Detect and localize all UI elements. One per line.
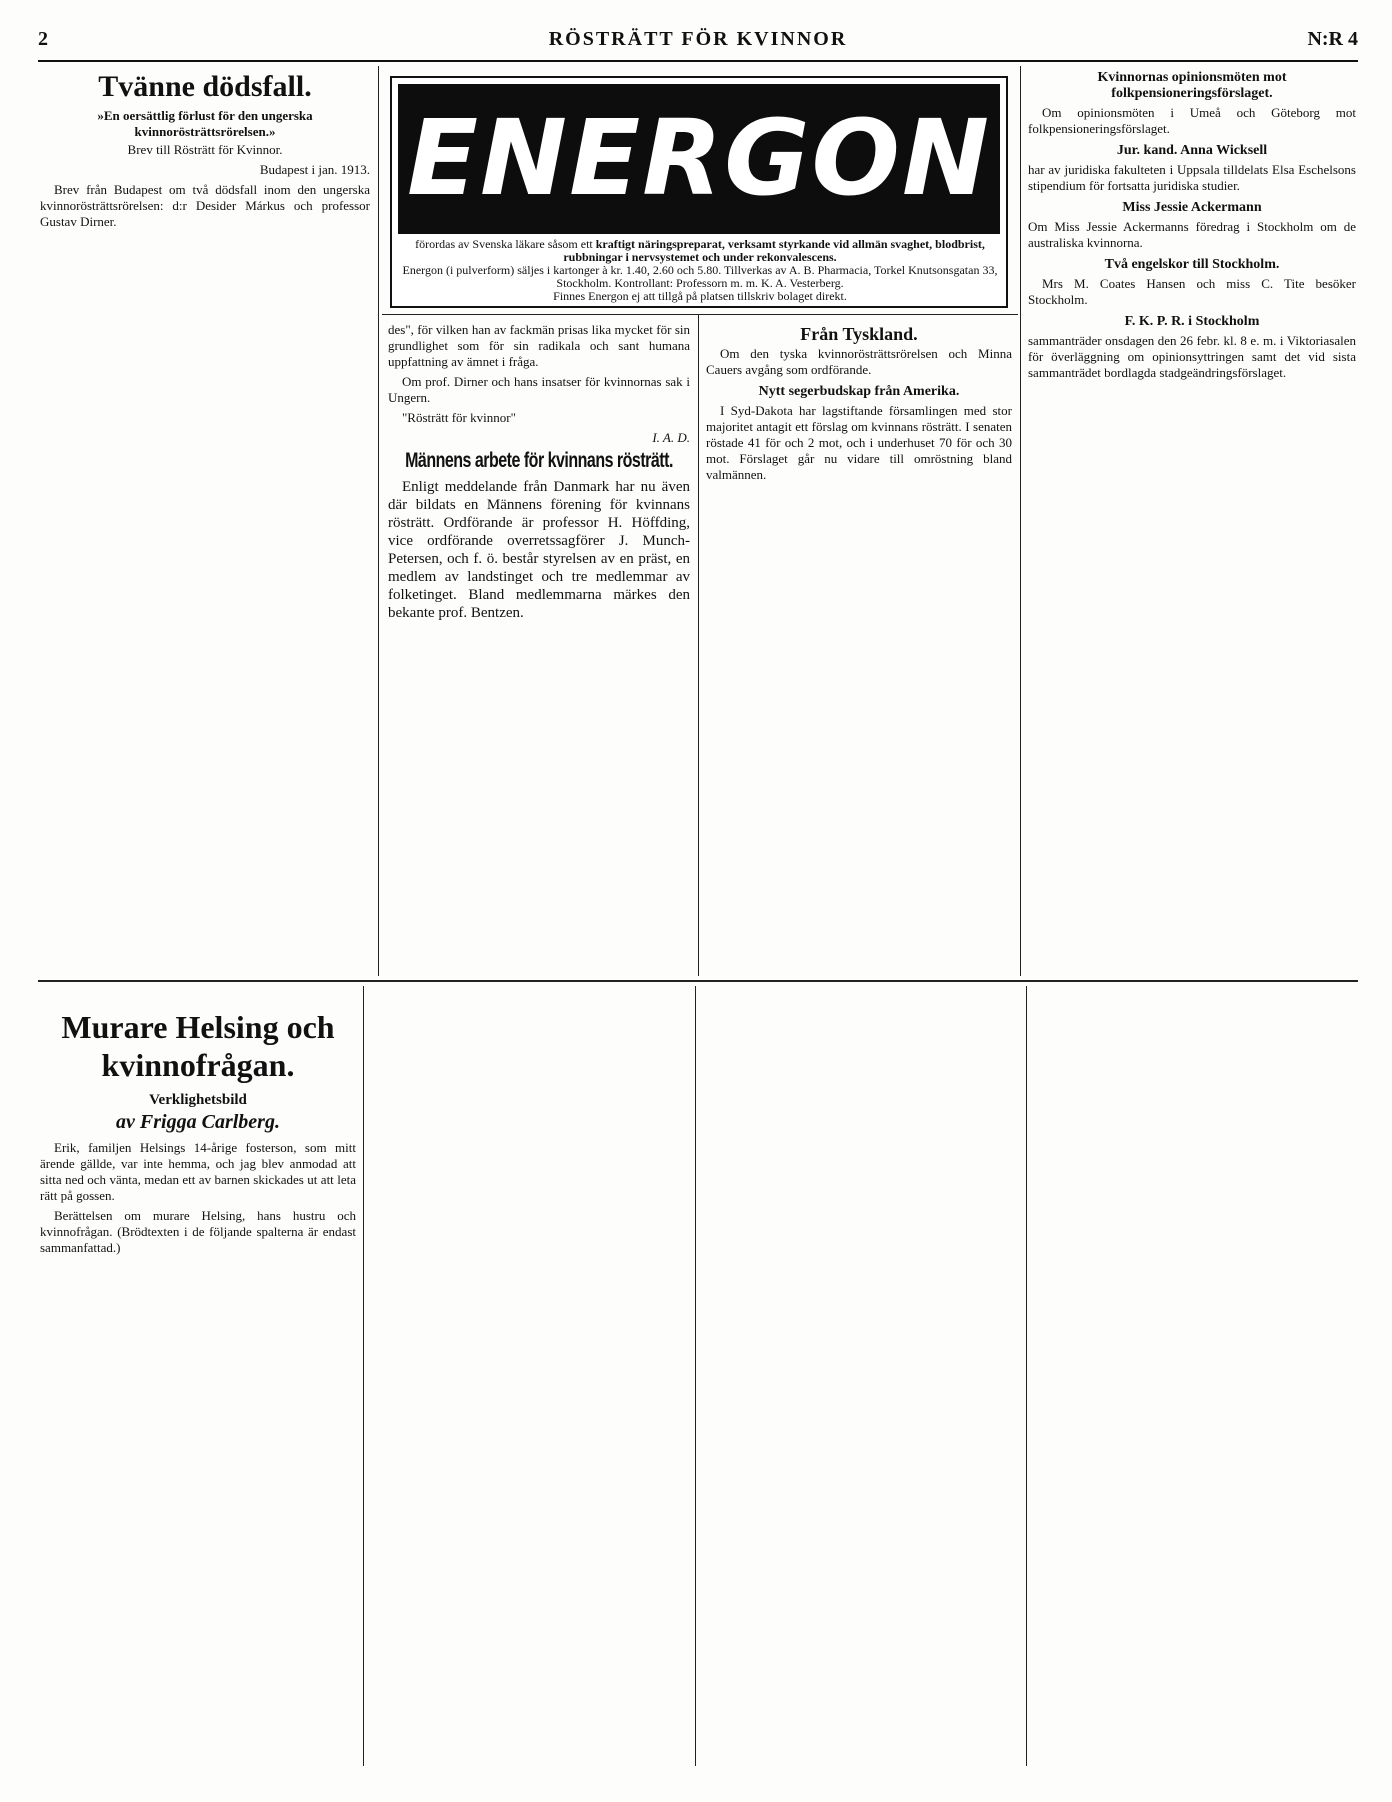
ackermann-summary: Om Miss Jessie Ackermanns föredrag i Stockholm om de australiska kvinnorna. [1028,219,1356,250]
column-divider [1026,986,1027,1766]
article-tvanne-dodsfall [40,70,370,975]
ad-line-3: Finnes Energon ej att tillgå på platsen tillskriv bolaget direkt. [553,289,847,303]
column-divider [363,986,364,1766]
right-column-notices [1028,70,1356,975]
subheadline-verklighetsbild: Verklighetsbild [149,1092,247,1108]
ad-line-2: Energon (i pulverform) säljes i kartonger à kr. 1.40, 2.60 och 5.80. Tillverkas av A. B. Pharmacia, Torkel Knutsonsgatan 33, Stockholm. Kontrollant: Professorn m. m. K. A. Vesterberg. [402,263,998,290]
author: av Frigga Carlberg. [116,1111,280,1133]
masthead [38,28,1358,54]
ad-brand-name: ENERGON [406,97,992,219]
tyskland-summary: Om den tyska kvinnorösträttsrörelsen och Minna Cauers avgång som ordförande. [706,346,1012,377]
headline-murare: Murare Helsing och kvinnofrågan. [61,1009,335,1083]
newspaper-page [38,28,1358,1778]
headline-mannens-arbete: Männens arbete för kvinnans rösträtt. [405,450,673,473]
article-continuation [388,322,690,972]
continuation-quote: "Rösträtt för kvinnor" [402,410,516,425]
mannens-text: Enligt meddelande från Danmark har nu även där bildats en Männens förening för kvinnans rösträtt. Ordförande är professor H. Höffding, vice ordförande overretssagförer J. Munch-Petersen, och f. ö. består styrelsen av en präst, en medlem av landstinget och tre medlemmar av folketinget. Bland medlemmarna märkes den bekante prof. Bentzen. [388,479,690,621]
page-number: 2 [38,28,48,50]
murare-summary: Berättelsen om murare Helsing, hans hustru och kvinnofrågan. (Brödtexten i de följande spalterna är endast sammanfattad.) [40,1208,356,1255]
headline-fkpr: F. K. P. R. i Stockholm [1124,314,1260,329]
ad-copy [400,238,1000,303]
fkpr-text: sammanträder onsdagen den 26 febr. kl. 8 e. m. i Viktoriasalen för överläggning om opinionsyttringen samt det vid sista sammanträdet bordlagda stadgeändringsförslaget. [1028,333,1356,380]
murare-opening: Erik, familjen Helsings 14-årige fosterson, som mitt ärende gällde, var inte hemma, och jag blev anmodad att sitta ned och vänta, medan ett av barnen skickades ut att leta rätt på gossen. [40,1140,356,1203]
column-divider [695,986,696,1766]
headline-opinionsmoten: Kvinnornas opinionsmöten mot folkpensioneringsförslaget. [1097,70,1287,101]
opinionsmoten-summary: Om opinionsmöten i Umeå och Göteborg mot folkpensioneringsförslaget. [1028,105,1356,136]
article-summary: Brev från Budapest om två dödsfall inom den ungerska kvinnorösträttsrörelsen: d:r Desider Márkus och professor Gustav Dirner. [40,182,370,229]
section-rule [38,980,1358,982]
byline: Brev till Rösträtt för Kvinnor. [127,142,283,157]
continuation-opening: des", för vilken han av fackmän prisas lika mycket för sin grundlighet som för sin radikala och sant humana uppfattning av ämnet i fråga. [388,322,690,369]
ad-rule [382,314,1018,315]
wicksell-text: har av juridiska fakulteten i Uppsala tilldelats Elsa Eschelsons stipendium för fortsatta juridiska studier. [1028,162,1356,193]
headline-ackermann: Miss Jessie Ackermann [1122,200,1262,215]
dateline: Budapest i jan. 1913. [259,162,370,177]
amerika-text: I Syd-Dakota har lagstiftande församlingen med stor majoritet antagit ett förslag om kvinnans rösträtt. I senaten röstade 41 för och 2 mot, och i underhuset 70 för och 30 mot. Förslaget går nu vidare till omröstning bland valmännen. [706,403,1012,482]
signature: I. A. D. [652,430,690,445]
headline-amerika: Nytt segerbudskap från Amerika. [758,384,960,399]
issue-number: N:R 4 [1307,28,1358,50]
headline: Tvänne dödsfall. [98,70,312,103]
ad-line-1b: kraftigt näringspreparat, verksamt styrkande vid allmän svaghet, blodbrist, rubbningar i nervsystemet och under rekonvalescens. [563,237,985,264]
column-divider [698,314,699,976]
article-tyskland [706,322,1012,972]
headline-engelskor: Två engelskor till Stockholm. [1104,257,1280,272]
energon-advertisement [390,76,1008,308]
column-divider [1020,66,1021,976]
subheadline: »En oersättlig förlust för den ungerska kvinnorösträttsrörelsen.» [97,108,313,139]
continuation-summary: Om prof. Dirner och hans insatser för kvinnornas sak i Ungern. [388,374,690,405]
column-divider [378,66,379,976]
ad-banner [398,84,1000,234]
engelskor-summary: Mrs M. Coates Hansen och miss C. Tite besöker Stockholm. [1028,276,1356,307]
masthead-rule [38,60,1358,62]
headline-wicksell: Jur. kand. Anna Wicksell [1116,143,1268,158]
article-mannens-arbete [388,478,690,622]
newspaper-title: RÖSTRÄTT FÖR KVINNOR [548,28,848,50]
ad-line-1a: förordas av Svenska läkare såsom ett [415,237,593,251]
headline-tyskland: Från Tyskland. [800,324,918,344]
article-murare-helsing [40,990,356,1770]
